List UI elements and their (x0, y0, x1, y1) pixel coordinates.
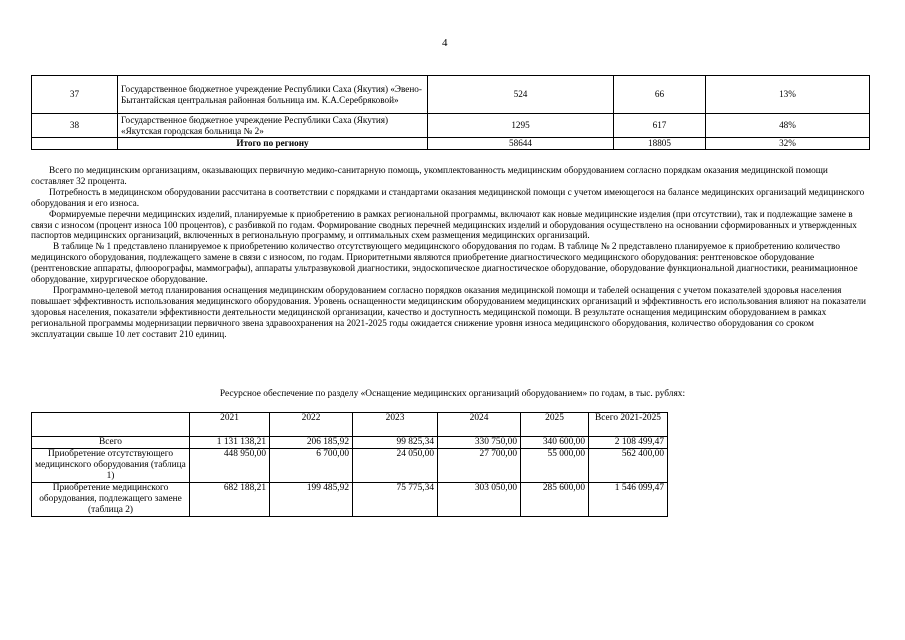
paragraph: Программно-целевой метод планирования оснащения медицинским оборудованием согласно порядков оказания медицинской помощи и табелей оснащения с учетом показателей здоровья населения повышает эффективность использования медицинского оборудования. Уровень оснащенности медицинским оборудованием медицинских организаций и эффективность его использования влияют на показатели здоровья населения, показатели эффективности деятельности медицинской организации, качество и доступность медицинской помощи. В результате оснащения медицинским оборудованием в рамках региональной программы модернизации первичного звена здравоохранения на 2021-2025 годы ожидается снижение уровня износа медицинского оборудования, количество оборудования со сроком эксплуатации свыше 10 лет составит 210 единиц. (31, 285, 866, 340)
total-value: 18805 (614, 138, 706, 150)
cell-value: 66 (614, 76, 706, 114)
cell-value: 562 400,00 (589, 449, 668, 483)
paragraph: Формируемые перечни медицинских изделий, планируемые к приобретению в рамках региональной программы, включают как новые медицинские изделия (при отсутствии), так и подлежащие замене в связи с износом (процент износа 100 процентов), с разбивкой по годам. Формирование сводных перечней медицинских изделий и оборудования осуществлено на основании сформированных и утвержденных паспортов медицинских организаций, включенных в региональную программу, и оптимальных схем размещения медицинских организаций. (31, 209, 857, 242)
cell-value: 75 775,34 (353, 483, 438, 517)
cell-value: 27 700,00 (438, 449, 521, 483)
total-label: Итого по региону (118, 138, 428, 150)
row-number: 37 (32, 76, 118, 114)
cell-value: 206 185,92 (270, 437, 353, 449)
total-value: 58644 (428, 138, 614, 150)
table-row (32, 483, 668, 517)
cell-value: 2 108 499,47 (589, 437, 668, 449)
resource-table (31, 412, 668, 517)
cell-value: 617 (614, 114, 706, 138)
table-row (32, 76, 870, 114)
header-cell (32, 413, 190, 437)
header-cell: 2021 (190, 413, 270, 437)
table-caption: Ресурсное обеспечение по разделу «Оснащение медицинских организаций оборудованием» по годам, в тыс. рублях: (219, 389, 686, 399)
header-cell: 2025 (521, 413, 589, 437)
paragraph: Потребность в медицинском оборудовании рассчитана в соответствии с порядками и стандартами оказания медицинской помощи с учетом имеющегося на балансе медицинских организаций медицинского оборудования и его износа. (31, 187, 865, 209)
body-text (31, 166, 869, 341)
row-label: Всего (32, 437, 190, 449)
cell-value: 524 (428, 76, 614, 114)
cell-value: 24 050,00 (353, 449, 438, 483)
cell-value: 285 600,00 (521, 483, 589, 517)
cell-percent: 13% (706, 76, 870, 114)
row-label: Приобретение медицинского оборудования, подлежащего замене (таблица 2) (32, 483, 190, 517)
cell-value: 1295 (428, 114, 614, 138)
organization-name: Государственное бюджетное учреждение Республики Саха (Якутия) «Эвено-Бытантайская центральная районная больница им. К.А.Серебряковой» (118, 76, 428, 114)
header-cell: 2023 (353, 413, 438, 437)
table-row (32, 114, 870, 138)
cell-value: 55 000,00 (521, 449, 589, 483)
cell-value: 199 485,92 (270, 483, 353, 517)
cell-value: 1 131 138,21 (190, 437, 270, 449)
cell-value: 340 600,00 (521, 437, 589, 449)
header-cell: 2022 (270, 413, 353, 437)
total-percent: 32% (706, 138, 870, 150)
row-label: Приобретение отсутствующего медицинского оборудования (таблица 1) (32, 449, 190, 483)
page-number: 4 (442, 37, 448, 49)
cell-value: 1 546 099,47 (589, 483, 668, 517)
cell-value: 330 750,00 (438, 437, 521, 449)
total-row (32, 138, 870, 150)
paragraph: Всего по медицинским организациям, оказывающих первичную медико-санитарную помощь, укомплектованность медицинским оборудованием согласно порядкам оказания медицинской помощи составляет 32 процента. (31, 166, 828, 187)
cell-value: 303 050,00 (438, 483, 521, 517)
cell-percent: 48% (706, 114, 870, 138)
cell-value: 99 825,34 (353, 437, 438, 449)
cell-value: 6 700,00 (270, 449, 353, 483)
table-row (32, 449, 668, 483)
cell-value: 448 950,00 (190, 449, 270, 483)
table-row (32, 437, 668, 449)
organization-name: Государственное бюджетное учреждение Республики Саха (Якутия) «Якутская городская больница № 2» (118, 114, 428, 138)
header-cell: Всего 2021-2025 (589, 413, 668, 437)
organizations-table (31, 75, 870, 150)
header-cell: 2024 (438, 413, 521, 437)
paragraph: В таблице № 1 представлено планируемое к приобретению количество отсутствующего медицинского оборудования по годам. В таблице № 2 представлено планируемое к приобретению количество медицинского оборудования, подлежащего замене в связи с износом, по годам. Приоритетными являются приобретение диагностического медицинского оборудования: рентгеновское оборудование (рентгеновские аппараты, флюорографы, маммографы), аппараты ультразвуковой диагностики, эндоскопическое диагностическое оборудование, оборудование функциональной диагностики, реанимационное оборудование, хирургическое оборудование. (31, 242, 858, 286)
header-row (32, 413, 668, 437)
empty-cell (32, 138, 118, 150)
cell-value: 682 188,21 (190, 483, 270, 517)
row-number: 38 (32, 114, 118, 138)
